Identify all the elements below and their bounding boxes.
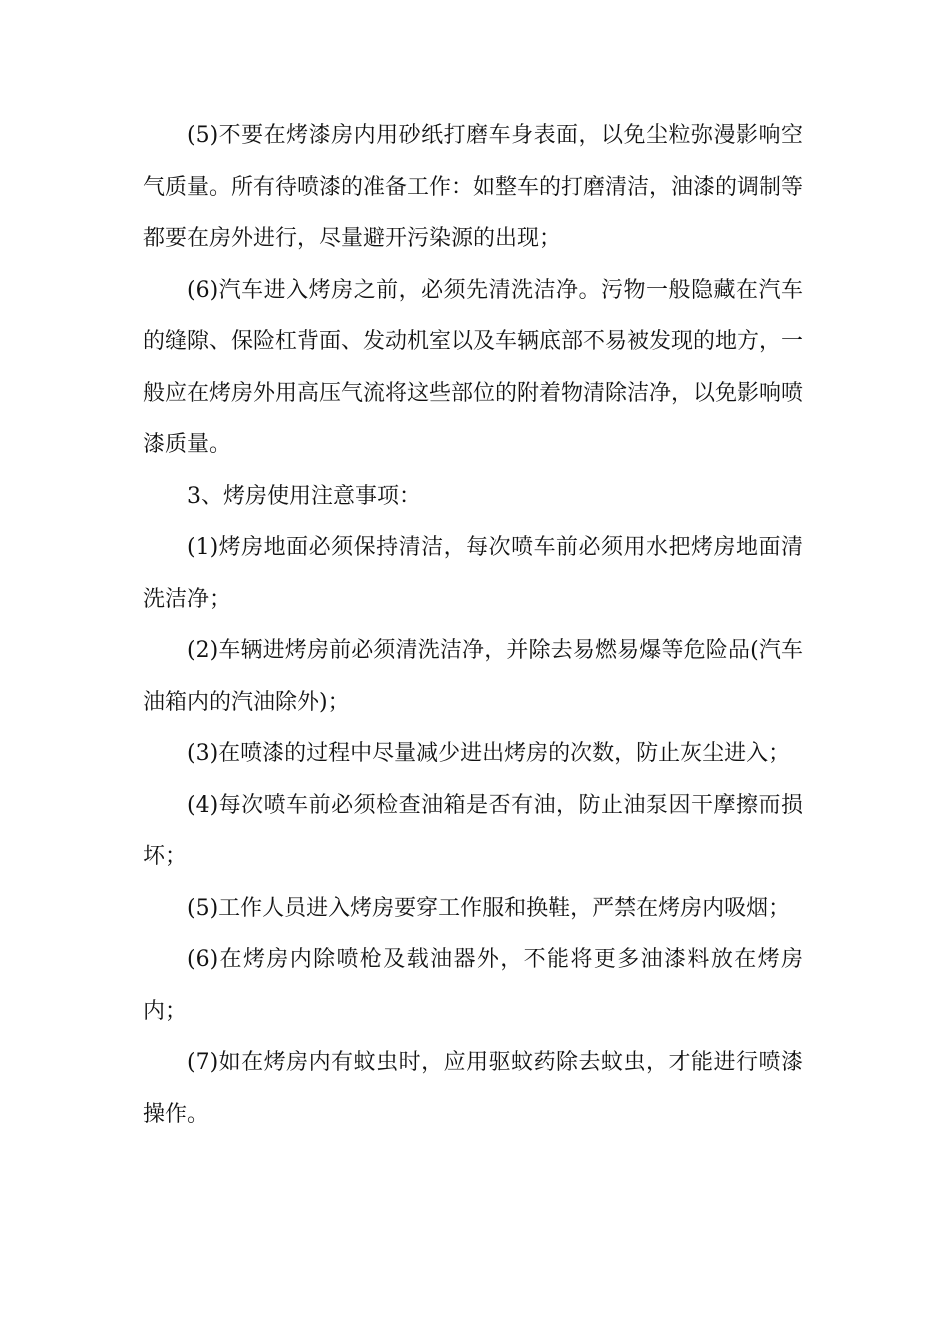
list-item-6 xyxy=(143,934,803,1037)
list-item-text: (7)如在烤房内有蚊虫时，应用驱蚊药除去蚊虫，才能进行喷漆操作。 xyxy=(143,1050,803,1127)
section-heading-3 xyxy=(143,471,803,523)
list-item-text: (4)每次喷车前必须检查油箱是否有油，防止油泵因干摩擦而损坏； xyxy=(143,792,803,869)
list-item-text: (5)工作人员进入烤房要穿工作服和换鞋，严禁在烤房内吸烟； xyxy=(187,895,791,921)
list-item-text: (1)烤房地面必须保持清洁，每次喷车前必须用水把烤房地面清洗洁净； xyxy=(143,535,803,612)
list-item-7 xyxy=(143,1037,803,1140)
list-item-5 xyxy=(143,883,803,935)
list-item-text: (3)在喷漆的过程中尽量减少进出烤房的次数，防止灰尘进入； xyxy=(187,741,791,766)
document-body xyxy=(143,110,803,1140)
paragraph-text: (5)不要在烤漆房内用砂纸打磨车身表面，以免尘粒弥漫影响空气质量。所有待喷漆的准备工作：如整车的打磨清洁，油漆的调制等都要在房外进行，尽量避开污染源的出现； xyxy=(143,123,804,251)
paragraph-6-cleaning xyxy=(143,265,803,471)
list-item-text: (6)在烤房内除喷枪及载油器外，不能将更多油漆料放在烤房内； xyxy=(143,947,803,1024)
list-item-4 xyxy=(143,780,803,883)
paragraph-5-sanding xyxy=(143,110,803,265)
heading-text: 3、烤房使用注意事项： xyxy=(187,483,421,509)
list-item-2 xyxy=(143,625,803,728)
list-item-1 xyxy=(143,522,803,625)
list-item-3 xyxy=(143,728,803,780)
list-item-text: (2)车辆进烤房前必须清洗洁净，并除去易燃易爆等危险品(汽车油箱内的汽油除外)； xyxy=(143,638,803,715)
paragraph-text: (6)汽车进入烤房之前，必须先清洗洁净。污物一般隐藏在汽车的缝隙、保险杠背面、发动机室以及车辆底部不易被发现的地方，一般应在烤房外用高压气流将这些部位的附着物清除洁净，以免影响喷漆质量。 xyxy=(143,277,804,457)
